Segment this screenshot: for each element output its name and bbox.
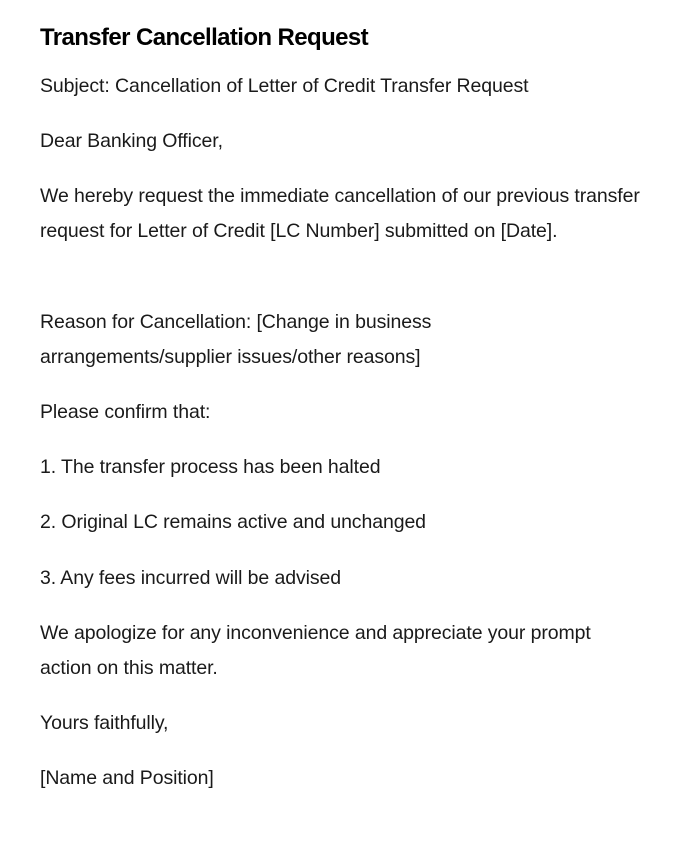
confirm-item: 3. Any fees incurred will be advised bbox=[40, 567, 341, 589]
document-title: Transfer Cancellation Request bbox=[40, 24, 369, 51]
subject-line: Subject: Cancellation of Letter of Credit Transfer Request bbox=[40, 75, 529, 97]
signature: [Name and Position] bbox=[40, 767, 214, 789]
closing-paragraph: We apologize for any inconvenience and appreciate your prompt action on this matter. bbox=[40, 622, 591, 679]
sign-off: Yours faithfully, bbox=[40, 712, 169, 734]
confirm-intro: Please confirm that: bbox=[40, 401, 211, 423]
confirm-item: 1. The transfer process has been halted bbox=[40, 456, 381, 478]
reason-paragraph: Reason for Cancellation: [Change in business arrangements/supplier issues/other reasons] bbox=[40, 311, 432, 368]
body-paragraph: We hereby request the immediate cancellation of our previous transfer request for Letter of Credit [LC Number] submitted on [Date]. bbox=[40, 185, 640, 242]
confirm-item: 2. Original LC remains active and unchanged bbox=[40, 511, 426, 533]
salutation: Dear Banking Officer, bbox=[40, 130, 223, 152]
